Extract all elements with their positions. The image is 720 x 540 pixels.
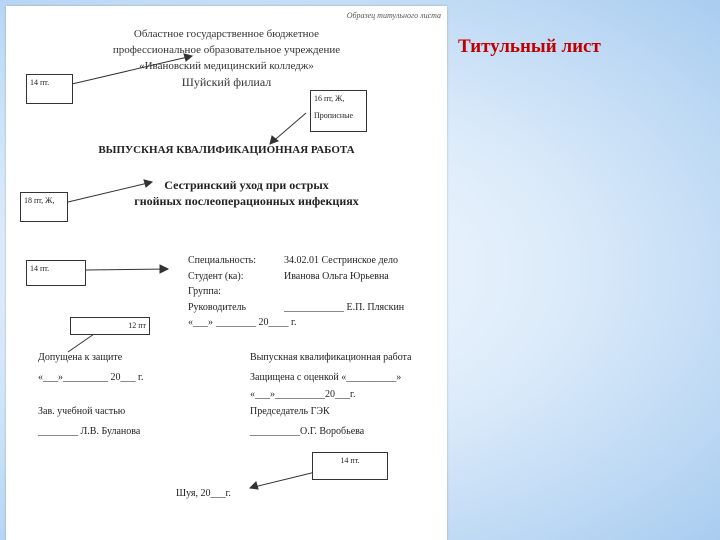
arrowhead-4 bbox=[160, 265, 168, 273]
annotation-box-12pt: 12 пт bbox=[70, 317, 150, 335]
field-value-student: Иванова Ольга Юрьевна bbox=[284, 271, 389, 282]
annotation-box-14pt-2: 14 пт. bbox=[26, 260, 86, 286]
work-title-line-2: гнойных послеоперационных инфекциях bbox=[134, 194, 359, 208]
arrowhead-2 bbox=[270, 136, 278, 144]
arrowhead-6 bbox=[250, 482, 258, 489]
annotation-box-18pt: 18 пт, Ж, bbox=[20, 192, 68, 222]
arrow-5 bbox=[68, 334, 94, 352]
annotation-box-16pt bbox=[310, 90, 367, 132]
right-col-line-4: Председатель ГЭК bbox=[250, 406, 330, 417]
left-col-line-3: Зав. учебной частью bbox=[38, 406, 126, 417]
left-col-line-1: Допущена к защите bbox=[38, 352, 123, 363]
box-line-2: Прописные bbox=[314, 111, 354, 120]
right-col-line-2: Защищена с оценкой «__________» bbox=[250, 372, 402, 383]
field-label-date: «___» bbox=[188, 317, 213, 328]
annotation-box-14pt-3: 14 пт. bbox=[312, 452, 388, 480]
slide-title: Титульный лист bbox=[458, 36, 601, 57]
header-line-2: профессиональное образовательное учреждение bbox=[112, 44, 341, 56]
field-label-student: Студент (ка): bbox=[188, 271, 244, 282]
field-label-group: Группа: bbox=[188, 286, 221, 297]
arrow-4 bbox=[86, 269, 168, 270]
field-label-supervisor: Руководитель bbox=[188, 302, 247, 313]
right-col-line-1: Выпускная квалификационная работа bbox=[250, 352, 412, 363]
right-col-line-3: «___»__________20___г. bbox=[250, 389, 356, 400]
field-value-supervisor: ____________ Е.П. Пляскин bbox=[284, 302, 405, 313]
field-label-specialty: Специальность: bbox=[188, 255, 256, 266]
header-line-4: Шуйский филиал bbox=[181, 75, 272, 89]
field-value-date: ________ 20____ г. bbox=[216, 317, 297, 328]
right-col-line-5: __________О.Г. Воробьева bbox=[250, 426, 365, 437]
work-type: ВЫПУСКНАЯ КВАЛИФИКАЦИОННАЯ РАБОТА bbox=[98, 144, 355, 156]
work-title-line-1: Сестринский уход при острых bbox=[164, 178, 329, 192]
box-line-1: 16 пт, Ж, bbox=[314, 94, 345, 103]
left-col-line-4: ________ Л.В. Буланова bbox=[38, 426, 141, 437]
header-line-1: Областное государственное бюджетное bbox=[133, 28, 320, 40]
top-note: Образец титульного листа bbox=[346, 11, 441, 20]
left-col-line-2: «___»_________ 20___ г. bbox=[38, 372, 144, 383]
footer-city-year: Шуя, 20___г. bbox=[176, 488, 231, 499]
header-line-3: «Ивановский медицинский колледж» bbox=[139, 60, 314, 72]
field-value-specialty: 34.02.01 Сестринское дело bbox=[284, 255, 398, 266]
annotation-box-14pt: 14 пт. bbox=[26, 74, 73, 104]
document-page bbox=[6, 6, 447, 540]
